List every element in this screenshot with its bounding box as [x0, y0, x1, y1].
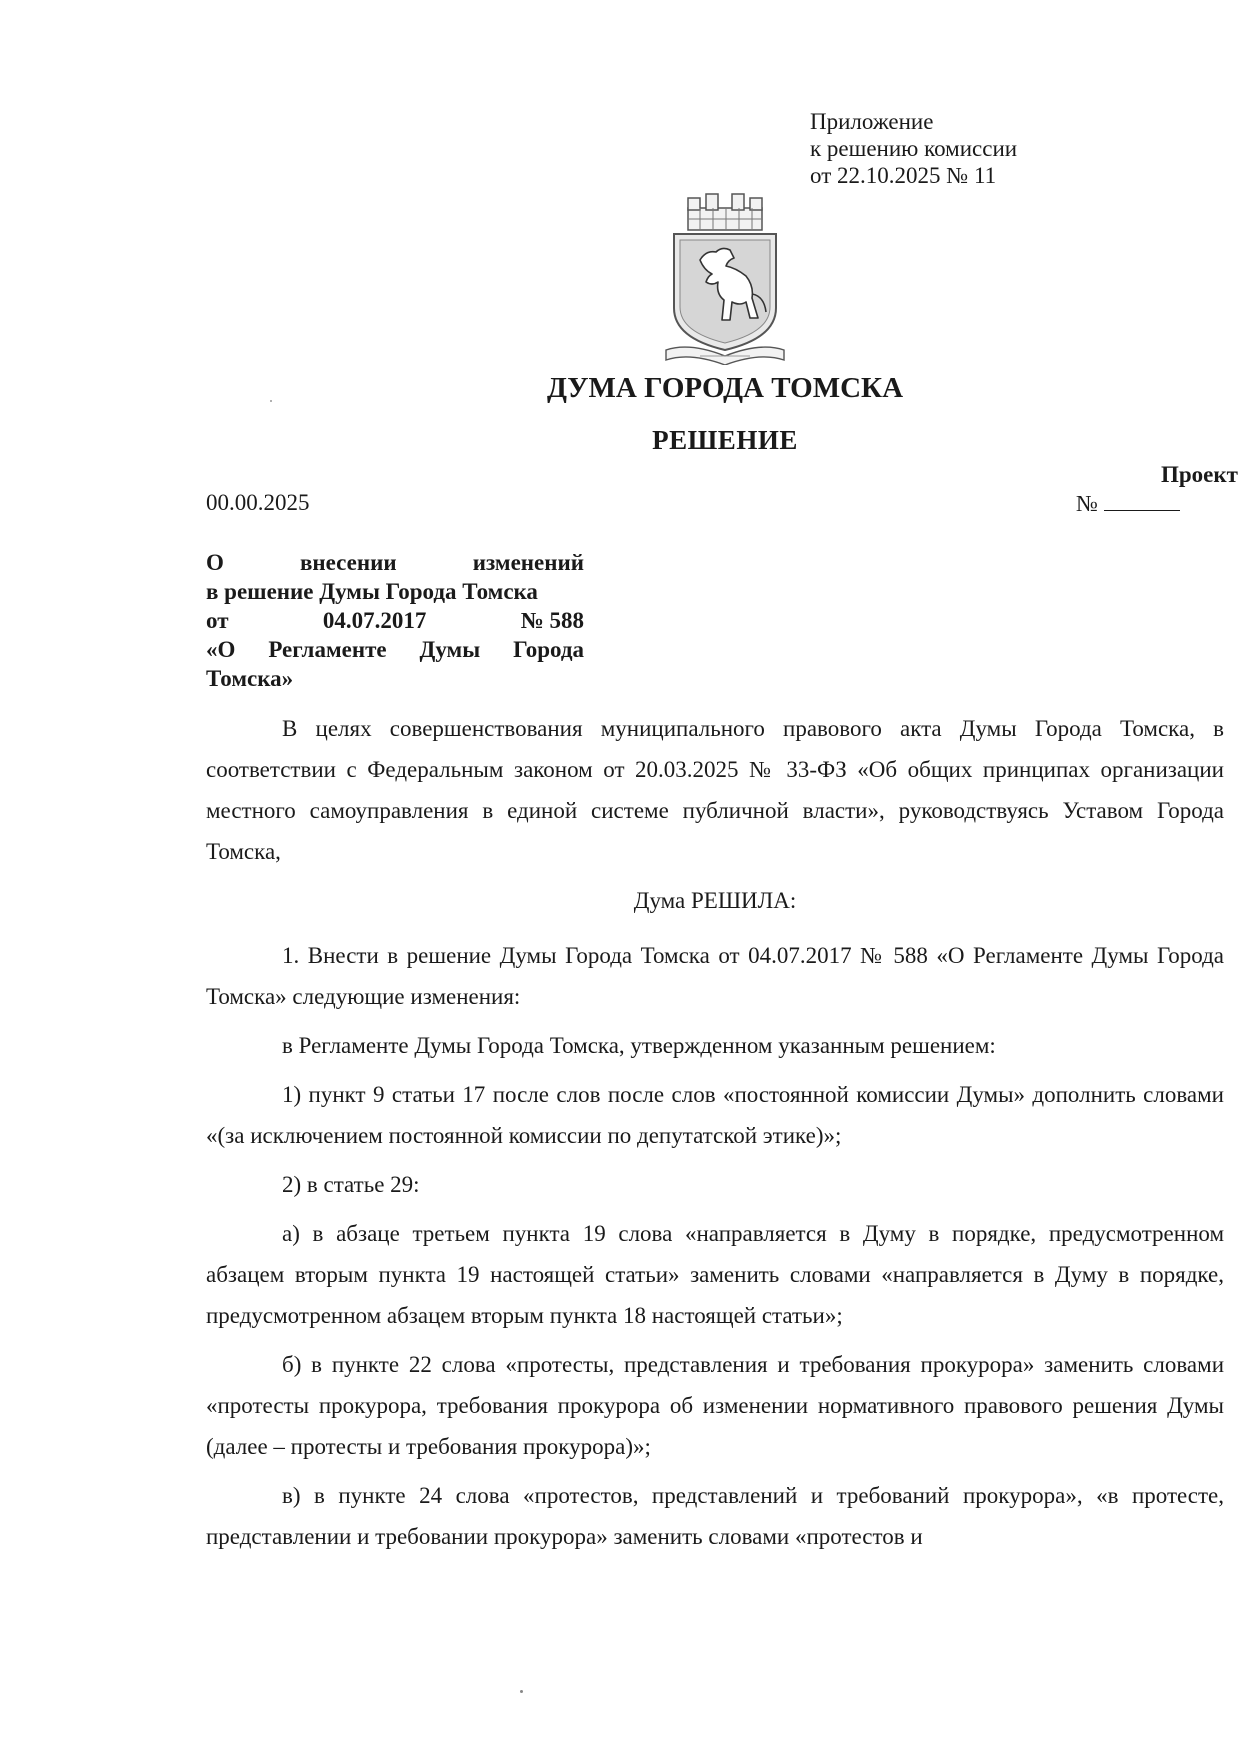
subject-word: № 588 [520, 608, 584, 633]
appendix-line-2: к решению комиссии [810, 136, 1018, 161]
subject-word: внесении [300, 550, 397, 575]
subject-word: О [206, 550, 224, 575]
number-label: № [1076, 491, 1098, 516]
scan-speck [520, 1690, 523, 1693]
paragraph-4: 2) в статье 29: [282, 1172, 420, 1197]
tomsk-coat-of-arms-icon [660, 190, 790, 365]
subject-line-5: Томска» [206, 666, 294, 691]
preamble-paragraph: В целях совершенствования муниципального правового акта Думы Города Томска, в соответствии с Федеральным законом от 20.03.2025 № 33-ФЗ «Об общих принципах организации местного самоуправления в единой системе публичной власти», руководствуясь Уставом Города Томска, [206, 716, 1224, 864]
document-body [206, 708, 1224, 1565]
subject-word: Города [513, 637, 584, 662]
subject-word: изменений [472, 550, 584, 575]
subject-word: от [206, 608, 229, 633]
subject-line-4 [206, 635, 584, 664]
subject-word: 04.07.2017 [322, 608, 427, 633]
document-type: РЕШЕНИЕ [652, 425, 798, 455]
paragraph-3: 1) пункт 9 статьи 17 после слов после слов «постоянной комиссии Думы» дополнить словами «(за исключением постоянной комиссии по депутатской этике)»; [206, 1082, 1224, 1148]
subject-word: Думы [419, 637, 481, 662]
subject-line-3 [206, 606, 584, 635]
subject-word: «О [206, 637, 236, 662]
appendix-line-1: Приложение [810, 109, 934, 134]
document-number [1076, 490, 1180, 517]
subject-word: Регламенте [268, 637, 387, 662]
paragraph-5: а) в абзаце третьем пункта 19 слова «направляется в Думу в порядке, предусмотренном абзацем вторым пункта 19 настоящей статьи» заменить словами «направляется в Думу в порядке, предусмотренном абзацем вторым пункта 18 настоящей статьи»; [206, 1221, 1224, 1328]
document-subject [206, 548, 584, 693]
document-date: 00.00.2025 [206, 490, 310, 515]
paragraph-2: в Регламенте Думы Города Томска, утвержденном указанным решением: [282, 1033, 996, 1058]
resolved-heading: Дума РЕШИЛА: [633, 888, 797, 913]
number-blank-line [1104, 490, 1180, 511]
appendix-note [810, 108, 1017, 189]
paragraph-7: в) в пункте 24 слова «протестов, представлений и требований прокурора», «в протесте, представлении и требовании прокурора» заменить словами «протестов и [206, 1483, 1224, 1549]
subject-line-1 [206, 548, 584, 577]
appendix-line-3: от 22.10.2025 № 11 [810, 163, 997, 188]
project-mark: Проект [1161, 462, 1238, 487]
paragraph-6: б) в пункте 22 слова «протесты, представления и требования прокурора» заменить словами «протесты прокурора, требования прокурора об изменении нормативного правового решения Думы (далее – протесты и требования прокурора)»; [206, 1352, 1224, 1459]
paragraph-1: 1. Внести в решение Думы Города Томска от 04.07.2017 № 588 «О Регламенте Думы Города Томска» следующие изменения: [206, 943, 1224, 1009]
subject-line-2: в решение Думы Города Томска [206, 579, 538, 604]
council-title: ДУМА ГОРОДА ТОМСКА [546, 372, 904, 404]
